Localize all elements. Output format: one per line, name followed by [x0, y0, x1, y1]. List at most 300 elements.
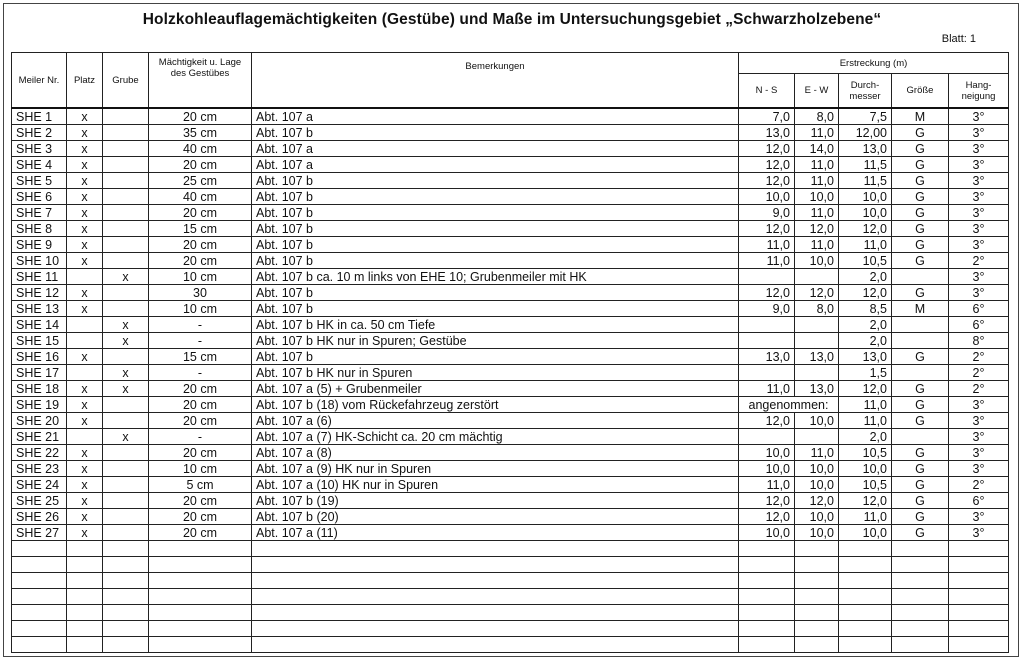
empty-cell — [149, 541, 252, 557]
cell-maechtigkeit: 20 cm — [149, 253, 252, 269]
cell-hangneigung: 3° — [949, 429, 1009, 445]
cell-platz: x — [67, 477, 103, 493]
header-ns: N - S — [739, 74, 795, 109]
cell-ns — [739, 317, 795, 333]
cell-grube — [103, 285, 149, 301]
cell-meiler: SHE 4 — [12, 157, 67, 173]
cell-durchmesser: 12,0 — [839, 381, 892, 397]
table-row — [12, 413, 1009, 429]
cell-groesse: G — [892, 253, 949, 269]
cell-ew: 11,0 — [795, 157, 839, 173]
empty-cell — [795, 541, 839, 557]
cell-maechtigkeit: 20 cm — [149, 397, 252, 413]
cell-maechtigkeit: 10 cm — [149, 461, 252, 477]
cell-hangneigung: 3° — [949, 525, 1009, 541]
cell-bemerkungen: Abt. 107 a (6) — [252, 413, 739, 429]
cell-ns: 12,0 — [739, 221, 795, 237]
cell-durchmesser: 1,5 — [839, 365, 892, 381]
empty-cell — [103, 557, 149, 573]
empty-cell — [149, 557, 252, 573]
cell-durchmesser: 13,0 — [839, 349, 892, 365]
cell-maechtigkeit: 20 cm — [149, 445, 252, 461]
cell-meiler: SHE 2 — [12, 125, 67, 141]
table-row — [12, 253, 1009, 269]
cell-maechtigkeit: 20 cm — [149, 157, 252, 173]
cell-ew: 10,0 — [795, 509, 839, 525]
table-row — [12, 301, 1009, 317]
cell-bemerkungen: Abt. 107 b — [252, 301, 739, 317]
empty-cell — [739, 589, 795, 605]
cell-maechtigkeit: 5 cm — [149, 477, 252, 493]
table-row — [12, 157, 1009, 173]
cell-meiler: SHE 6 — [12, 189, 67, 205]
empty-cell — [67, 637, 103, 653]
empty-cell — [12, 589, 67, 605]
header-bemerkungen: Bemerkungen — [252, 53, 739, 109]
cell-durchmesser: 10,5 — [839, 477, 892, 493]
cell-platz — [67, 429, 103, 445]
cell-groesse: M — [892, 108, 949, 125]
table-row — [12, 493, 1009, 509]
cell-hangneigung: 3° — [949, 141, 1009, 157]
empty-cell — [67, 573, 103, 589]
cell-durchmesser: 10,5 — [839, 253, 892, 269]
cell-bemerkungen: Abt. 107 a (9) HK nur in Spuren — [252, 461, 739, 477]
cell-ns: 11,0 — [739, 253, 795, 269]
cell-grube — [103, 157, 149, 173]
header-durchmesser: Durch-messer — [839, 74, 892, 109]
empty-cell — [795, 557, 839, 573]
cell-grube — [103, 141, 149, 157]
cell-hangneigung: 2° — [949, 349, 1009, 365]
cell-platz: x — [67, 413, 103, 429]
cell-durchmesser: 12,0 — [839, 493, 892, 509]
cell-groesse: G — [892, 381, 949, 397]
cell-ew — [795, 269, 839, 285]
cell-ew — [795, 317, 839, 333]
cell-grube: x — [103, 365, 149, 381]
table-row — [12, 445, 1009, 461]
empty-cell — [149, 605, 252, 621]
cell-maechtigkeit: 20 cm — [149, 493, 252, 509]
cell-groesse: G — [892, 349, 949, 365]
cell-bemerkungen: Abt. 107 a (7) HK-Schicht ca. 20 cm mächtig — [252, 429, 739, 445]
sheet-number: Blatt: 1 — [941, 33, 976, 45]
cell-durchmesser: 12,0 — [839, 285, 892, 301]
cell-grube — [103, 125, 149, 141]
cell-maechtigkeit: 40 cm — [149, 141, 252, 157]
cell-durchmesser: 13,0 — [839, 141, 892, 157]
empty-cell — [12, 557, 67, 573]
cell-platz: x — [67, 381, 103, 397]
empty-cell — [67, 605, 103, 621]
empty-cell — [12, 541, 67, 557]
empty-cell — [67, 621, 103, 637]
table-row — [12, 477, 1009, 493]
cell-ns-ew: angenommen: — [739, 397, 839, 413]
cell-maechtigkeit: 10 cm — [149, 269, 252, 285]
cell-platz: x — [67, 397, 103, 413]
cell-meiler: SHE 22 — [12, 445, 67, 461]
header-grube: Grube — [103, 53, 149, 109]
page-title: Holzkohleauflagemächtigkeiten (Gestübe) und Maße im Untersuchungsgebiet „Schwarzholzebene“ — [142, 11, 882, 28]
cell-platz: x — [67, 189, 103, 205]
cell-grube — [103, 397, 149, 413]
cell-hangneigung: 3° — [949, 125, 1009, 141]
cell-meiler: SHE 15 — [12, 333, 67, 349]
empty-cell — [103, 605, 149, 621]
table-row — [12, 509, 1009, 525]
cell-meiler: SHE 16 — [12, 349, 67, 365]
cell-ns: 12,0 — [739, 157, 795, 173]
cell-hangneigung: 3° — [949, 445, 1009, 461]
cell-platz: x — [67, 253, 103, 269]
empty-cell — [149, 589, 252, 605]
cell-bemerkungen: Abt. 107 b HK in ca. 50 cm Tiefe — [252, 317, 739, 333]
cell-grube — [103, 413, 149, 429]
cell-meiler: SHE 17 — [12, 365, 67, 381]
cell-durchmesser: 12,00 — [839, 125, 892, 141]
empty-cell — [839, 573, 892, 589]
cell-platz: x — [67, 108, 103, 125]
cell-bemerkungen: Abt. 107 b — [252, 237, 739, 253]
cell-bemerkungen: Abt. 107 a — [252, 141, 739, 157]
cell-ns: 12,0 — [739, 173, 795, 189]
cell-durchmesser: 2,0 — [839, 429, 892, 445]
cell-meiler: SHE 8 — [12, 221, 67, 237]
table-row — [12, 221, 1009, 237]
empty-cell — [949, 573, 1009, 589]
cell-ew — [795, 333, 839, 349]
table-row — [12, 189, 1009, 205]
table-row — [12, 269, 1009, 285]
cell-grube — [103, 173, 149, 189]
cell-grube — [103, 108, 149, 125]
empty-cell — [252, 621, 739, 637]
cell-bemerkungen: Abt. 107 b ca. 10 m links von EHE 10; Grubenmeiler mit HK — [252, 269, 739, 285]
cell-maechtigkeit: 20 cm — [149, 381, 252, 397]
table-row — [12, 237, 1009, 253]
cell-platz: x — [67, 141, 103, 157]
cell-durchmesser: 11,5 — [839, 173, 892, 189]
empty-cell — [839, 541, 892, 557]
table-row — [12, 108, 1009, 125]
cell-maechtigkeit: 20 cm — [149, 237, 252, 253]
cell-groesse: G — [892, 285, 949, 301]
empty-cell — [252, 557, 739, 573]
cell-meiler: SHE 25 — [12, 493, 67, 509]
empty-cell — [892, 605, 949, 621]
cell-ew: 12,0 — [795, 221, 839, 237]
cell-durchmesser: 12,0 — [839, 221, 892, 237]
cell-maechtigkeit: 20 cm — [149, 525, 252, 541]
cell-ns: 13,0 — [739, 349, 795, 365]
cell-meiler: SHE 12 — [12, 285, 67, 301]
table-row — [12, 141, 1009, 157]
empty-cell — [103, 637, 149, 653]
cell-bemerkungen: Abt. 107 b — [252, 285, 739, 301]
cell-bemerkungen: Abt. 107 b (20) — [252, 509, 739, 525]
cell-platz: x — [67, 493, 103, 509]
cell-bemerkungen: Abt. 107 a — [252, 108, 739, 125]
cell-grube — [103, 189, 149, 205]
cell-maechtigkeit: 20 cm — [149, 509, 252, 525]
cell-meiler: SHE 3 — [12, 141, 67, 157]
cell-platz: x — [67, 205, 103, 221]
table-row — [12, 381, 1009, 397]
cell-maechtigkeit: 30 — [149, 285, 252, 301]
cell-meiler: SHE 19 — [12, 397, 67, 413]
cell-durchmesser: 10,0 — [839, 525, 892, 541]
empty-cell — [739, 605, 795, 621]
cell-meiler: SHE 7 — [12, 205, 67, 221]
cell-groesse: G — [892, 461, 949, 477]
cell-ew: 12,0 — [795, 493, 839, 509]
empty-cell — [892, 621, 949, 637]
cell-bemerkungen: Abt. 107 b — [252, 253, 739, 269]
table-row — [12, 285, 1009, 301]
cell-durchmesser: 11,0 — [839, 237, 892, 253]
empty-cell — [892, 589, 949, 605]
empty-cell — [103, 573, 149, 589]
cell-bemerkungen: Abt. 107 b (19) — [252, 493, 739, 509]
cell-ew — [795, 429, 839, 445]
empty-cell — [795, 573, 839, 589]
empty-cell — [12, 605, 67, 621]
cell-grube — [103, 237, 149, 253]
cell-platz — [67, 269, 103, 285]
empty-cell — [949, 621, 1009, 637]
cell-ew: 10,0 — [795, 189, 839, 205]
cell-ew: 13,0 — [795, 349, 839, 365]
cell-meiler: SHE 13 — [12, 301, 67, 317]
empty-cell — [149, 621, 252, 637]
cell-meiler: SHE 21 — [12, 429, 67, 445]
empty-cell — [795, 637, 839, 653]
empty-cell — [839, 557, 892, 573]
table-row — [12, 525, 1009, 541]
cell-hangneigung: 3° — [949, 269, 1009, 285]
cell-ew: 11,0 — [795, 237, 839, 253]
cell-maechtigkeit: - — [149, 317, 252, 333]
cell-bemerkungen: Abt. 107 b — [252, 221, 739, 237]
cell-groesse: G — [892, 445, 949, 461]
cell-bemerkungen: Abt. 107 b (18) vom Rückefahrzeug zerstört — [252, 397, 739, 413]
cell-platz: x — [67, 221, 103, 237]
empty-cell — [252, 605, 739, 621]
cell-platz: x — [67, 525, 103, 541]
empty-cell — [739, 541, 795, 557]
cell-hangneigung: 3° — [949, 221, 1009, 237]
empty-cell — [67, 589, 103, 605]
cell-bemerkungen: Abt. 107 b HK nur in Spuren — [252, 365, 739, 381]
header-platz: Platz — [67, 53, 103, 109]
cell-meiler: SHE 23 — [12, 461, 67, 477]
cell-hangneigung: 3° — [949, 189, 1009, 205]
cell-hangneigung: 6° — [949, 317, 1009, 333]
cell-groesse: G — [892, 221, 949, 237]
cell-platz: x — [67, 125, 103, 141]
cell-ns: 9,0 — [739, 301, 795, 317]
cell-ew — [795, 365, 839, 381]
empty-cell — [795, 621, 839, 637]
empty-cell — [795, 605, 839, 621]
empty-cell — [252, 573, 739, 589]
cell-maechtigkeit: - — [149, 333, 252, 349]
cell-ew: 10,0 — [795, 253, 839, 269]
table-row — [12, 429, 1009, 445]
cell-bemerkungen: Abt. 107 b — [252, 189, 739, 205]
cell-platz — [67, 317, 103, 333]
cell-ns — [739, 333, 795, 349]
cell-maechtigkeit: 15 cm — [149, 221, 252, 237]
cell-platz — [67, 365, 103, 381]
cell-grube — [103, 349, 149, 365]
cell-ns — [739, 269, 795, 285]
cell-grube: x — [103, 269, 149, 285]
cell-hangneigung: 3° — [949, 173, 1009, 189]
cell-ew: 10,0 — [795, 461, 839, 477]
cell-ns: 12,0 — [739, 413, 795, 429]
cell-ns — [739, 429, 795, 445]
cell-ew: 8,0 — [795, 301, 839, 317]
cell-meiler: SHE 24 — [12, 477, 67, 493]
cell-groesse: G — [892, 397, 949, 413]
empty-cell — [892, 557, 949, 573]
cell-durchmesser: 11,0 — [839, 397, 892, 413]
header-groesse: Größe — [892, 74, 949, 109]
cell-durchmesser: 10,0 — [839, 461, 892, 477]
cell-platz: x — [67, 285, 103, 301]
cell-ns: 12,0 — [739, 509, 795, 525]
empty-row — [12, 637, 1009, 653]
empty-cell — [739, 637, 795, 653]
cell-hangneigung: 3° — [949, 108, 1009, 125]
cell-grube: x — [103, 429, 149, 445]
empty-cell — [67, 557, 103, 573]
empty-cell — [67, 541, 103, 557]
cell-hangneigung: 2° — [949, 381, 1009, 397]
cell-ew: 11,0 — [795, 205, 839, 221]
cell-durchmesser: 2,0 — [839, 333, 892, 349]
header-ew: E - W — [795, 74, 839, 109]
empty-row — [12, 589, 1009, 605]
cell-platz: x — [67, 237, 103, 253]
cell-bemerkungen: Abt. 107 a — [252, 157, 739, 173]
cell-maechtigkeit: - — [149, 429, 252, 445]
cell-bemerkungen: Abt. 107 b — [252, 173, 739, 189]
cell-platz — [67, 333, 103, 349]
table-row — [12, 365, 1009, 381]
cell-ns — [739, 365, 795, 381]
cell-hangneigung: 2° — [949, 253, 1009, 269]
cell-grube — [103, 493, 149, 509]
cell-ns: 12,0 — [739, 141, 795, 157]
empty-cell — [795, 589, 839, 605]
cell-durchmesser: 2,0 — [839, 269, 892, 285]
empty-cell — [149, 573, 252, 589]
cell-groesse — [892, 429, 949, 445]
cell-grube — [103, 477, 149, 493]
cell-ns: 9,0 — [739, 205, 795, 221]
table-row — [12, 205, 1009, 221]
table-row — [12, 125, 1009, 141]
cell-groesse: G — [892, 237, 949, 253]
cell-bemerkungen: Abt. 107 b — [252, 205, 739, 221]
cell-maechtigkeit: 15 cm — [149, 349, 252, 365]
cell-grube — [103, 221, 149, 237]
cell-durchmesser: 11,5 — [839, 157, 892, 173]
empty-row — [12, 573, 1009, 589]
cell-groesse: G — [892, 141, 949, 157]
cell-grube — [103, 525, 149, 541]
cell-durchmesser: 11,0 — [839, 509, 892, 525]
cell-maechtigkeit: 20 cm — [149, 413, 252, 429]
empty-cell — [949, 541, 1009, 557]
empty-cell — [949, 589, 1009, 605]
cell-groesse: G — [892, 125, 949, 141]
cell-platz: x — [67, 445, 103, 461]
cell-groesse: G — [892, 493, 949, 509]
cell-maechtigkeit: 40 cm — [149, 189, 252, 205]
cell-meiler: SHE 18 — [12, 381, 67, 397]
empty-row — [12, 541, 1009, 557]
cell-groesse — [892, 317, 949, 333]
cell-durchmesser: 10,0 — [839, 189, 892, 205]
cell-ns: 11,0 — [739, 477, 795, 493]
empty-cell — [949, 605, 1009, 621]
cell-hangneigung: 6° — [949, 301, 1009, 317]
cell-bemerkungen: Abt. 107 b — [252, 349, 739, 365]
table-row — [12, 317, 1009, 333]
empty-cell — [103, 621, 149, 637]
empty-cell — [739, 621, 795, 637]
cell-hangneigung: 2° — [949, 477, 1009, 493]
cell-groesse — [892, 333, 949, 349]
header-meiler: Meiler Nr. — [12, 53, 67, 109]
cell-maechtigkeit: 20 cm — [149, 205, 252, 221]
cell-hangneigung: 3° — [949, 397, 1009, 413]
cell-hangneigung: 8° — [949, 333, 1009, 349]
empty-row — [12, 621, 1009, 637]
empty-cell — [949, 557, 1009, 573]
data-table — [11, 52, 1009, 653]
empty-cell — [949, 637, 1009, 653]
empty-cell — [12, 573, 67, 589]
empty-cell — [103, 541, 149, 557]
cell-ew: 10,0 — [795, 413, 839, 429]
cell-maechtigkeit: 25 cm — [149, 173, 252, 189]
table-body — [12, 108, 1009, 653]
cell-groesse: G — [892, 477, 949, 493]
cell-ew: 12,0 — [795, 285, 839, 301]
empty-cell — [739, 573, 795, 589]
cell-groesse: G — [892, 157, 949, 173]
table-row — [12, 333, 1009, 349]
cell-hangneigung: 3° — [949, 285, 1009, 301]
cell-meiler: SHE 11 — [12, 269, 67, 285]
empty-cell — [892, 573, 949, 589]
cell-ns: 11,0 — [739, 237, 795, 253]
cell-durchmesser: 11,0 — [839, 413, 892, 429]
empty-cell — [252, 541, 739, 557]
empty-row — [12, 605, 1009, 621]
empty-cell — [839, 589, 892, 605]
empty-cell — [252, 589, 739, 605]
cell-durchmesser: 10,5 — [839, 445, 892, 461]
cell-ns: 10,0 — [739, 189, 795, 205]
cell-grube: x — [103, 333, 149, 349]
